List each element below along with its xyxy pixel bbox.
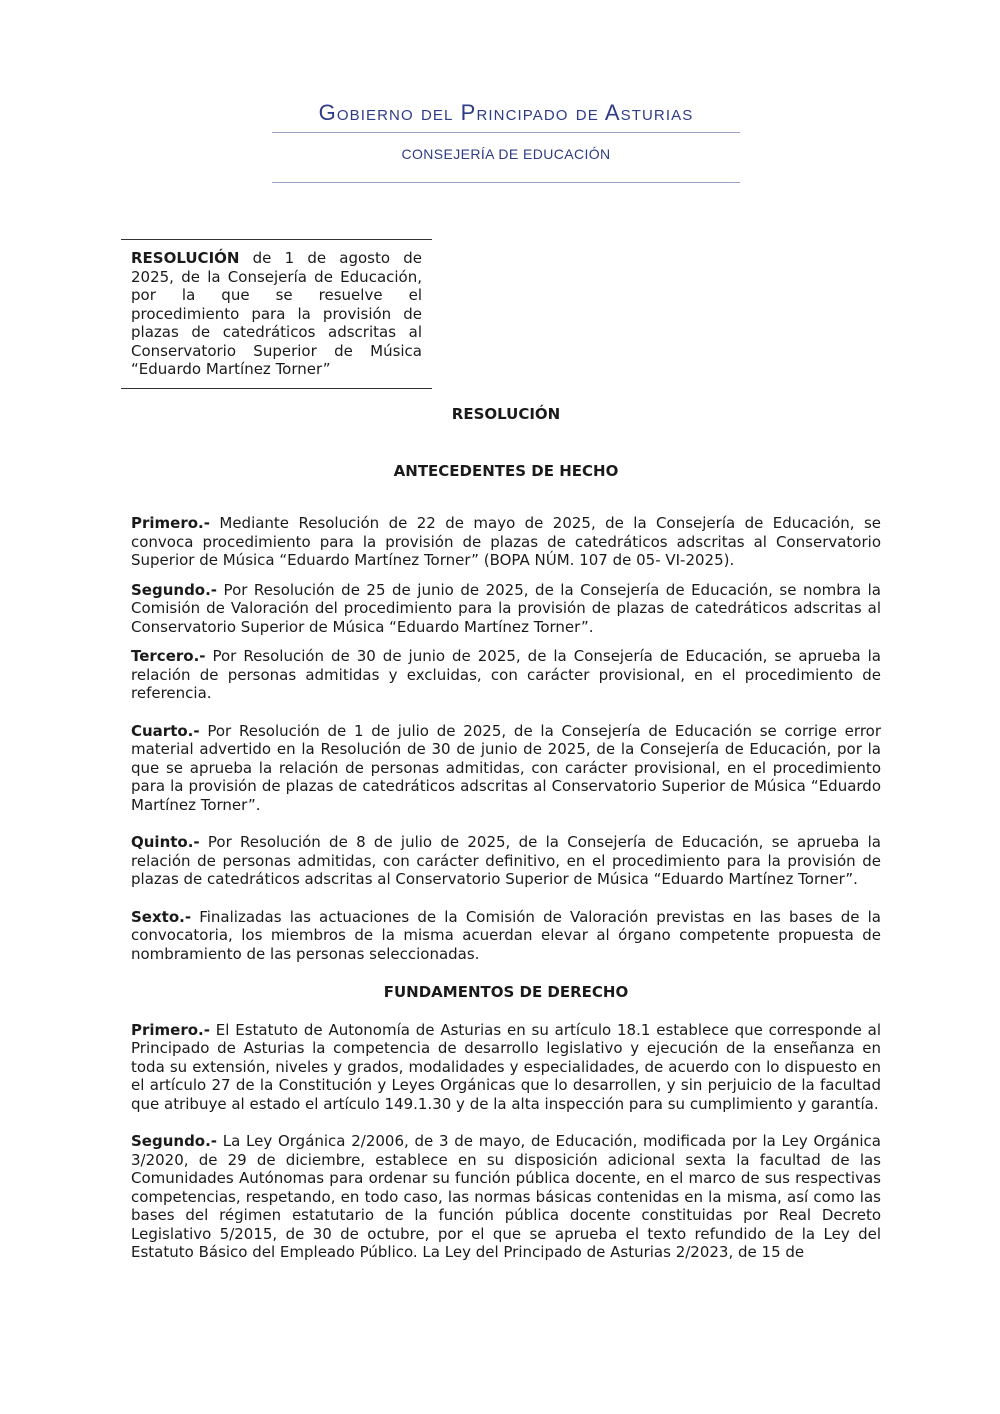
antecedente-lead: Tercero.- (131, 647, 206, 665)
antecedente-segundo (131, 581, 881, 637)
antecedente-text: Por Resolución de 25 de junio de 2025, de la Consejería de Educación, se nombra la Comisión de Valoración del procedimiento para la provisión de plazas de catedráticos adscritas al Conservatorio Superior de Música “Eduardo Martínez Torner”. (131, 580, 881, 636)
antecedente-text: Mediante Resolución de 22 de mayo de 2025, de la Consejería de Educación, se convoca procedimiento para la provisión de plazas de catedráticos adscritas al Conservatorio Superior de Música “Eduardo Martínez Torner” (BOPA NÚM. 107 de 05- VI-2025). (131, 514, 881, 569)
letterhead-divider-bottom (272, 182, 740, 183)
antecedente-lead: Primero.- (131, 514, 210, 532)
antecedente-text: Por Resolución de 1 de julio de 2025, de la Consejería de Educación se corrige error material advertido en la Resolución de 30 de junio de 2025, de la Consejería de Educación, por la que se aprueba la relación de personas admitidas, con carácter provisional, en el procedimiento para la provisión de plazas de catedráticos adscritas al Conservatorio Superior de Música “Eduardo Martínez Torner”. (131, 721, 881, 814)
antecedente-lead: Quinto.- (131, 833, 200, 851)
antecedentes-heading: ANTECEDENTES DE HECHO (393, 461, 619, 480)
government-name: Gobierno del Principado de Asturias (318, 100, 694, 125)
fundamentos-heading: FUNDAMENTOS DE DERECHO (383, 983, 629, 1001)
antecedente-cuarto (131, 722, 881, 815)
antecedente-text: Finalizadas las actuaciones de la Comisión de Valoración previstas en las bases de la convocatoria, los miembros de la misma acuerdan elevar al órgano competente propuesta de nombramiento de las personas seleccionadas. (131, 907, 881, 963)
antecedente-primero (131, 514, 881, 570)
resolution-summary-box (121, 239, 432, 389)
fundamento-text: El Estatuto de Autonomía de Asturias en su artículo 18.1 establece que corresponde al Principado de Asturias la competencia de desarrollo legislativo y ejecución de la enseñanza en toda su extensión, niveles y grados, modalidades y especialidades, de acuerdo con lo dispuesto en el artículo 27 de la Constitución y Leyes Orgánicas que lo desarrollen, y sin perjuicio de la facultad que atribuye al estado el artículo 149.1.30 y de la alta inspección para su cumplimiento y garantía. (131, 1020, 881, 1113)
antecedente-lead: Cuarto.- (131, 721, 200, 740)
fundamento-segundo (131, 1132, 881, 1262)
antecedente-lead: Segundo.- (131, 580, 218, 599)
antecedente-lead: Sexto.- (131, 907, 192, 926)
antecedente-tercero (131, 647, 881, 703)
letterhead-divider-top (272, 132, 740, 133)
fundamento-text: La Ley Orgánica 2/2006, de 3 de mayo, de Educación, modificada por la Ley Orgánica 3/2020, de 29 de diciembre, establece en su disposición adicional sexta la facultad de las Comunidades Autónomas para ordenar su función pública docente, en el marco de sus respectivas competencias, respetando, en todo caso, las normas básicas contenidas en la misma, así como las bases del régimen estatutario de la función pública docente constituidas por Real Decreto Legislativo 5/2015, de 30 de octubre, por el que se aprueba el texto refundido de la Ley del Estatuto Básico del Empleado Público. La Ley del Principado de Asturias 2/2023, de 15 de (131, 1132, 881, 1261)
document-body (131, 405, 881, 1262)
antecedente-text: Por Resolución de 8 de julio de 2025, de la Consejería de Educación, se aprueba la relación de personas admitidas, con carácter definitivo, en el procedimiento para la provisión de plazas de catedráticos adscritas al Conservatorio Superior de Música “Eduardo Martínez Torner”. (131, 833, 881, 888)
fundamento-primero (131, 1021, 881, 1114)
fundamento-lead: Segundo.- (131, 1132, 218, 1150)
antecedente-sexto (131, 908, 881, 964)
department-name: CONSEJERÍA DE EDUCACIÓN (401, 146, 611, 162)
resolution-title: RESOLUCIÓN (451, 405, 561, 423)
summary-text: de 1 de agosto de 2025, de la Consejería de Educación, por la que se resuelve el procedimiento para la provisión de plazas de catedráticos adscritas al Conservatorio Superior de Música “Eduardo Martínez Torner” (131, 249, 422, 378)
letterhead (272, 98, 740, 183)
fundamento-lead: Primero.- (131, 1020, 210, 1039)
antecedente-quinto (131, 833, 881, 889)
antecedente-text: Por Resolución de 30 de junio de 2025, de la Consejería de Educación, se aprueba la relación de personas admitidas y excluidas, con carácter provisional, en el procedimiento de referencia. (131, 647, 881, 702)
summary-lead: RESOLUCIÓN (131, 249, 240, 267)
